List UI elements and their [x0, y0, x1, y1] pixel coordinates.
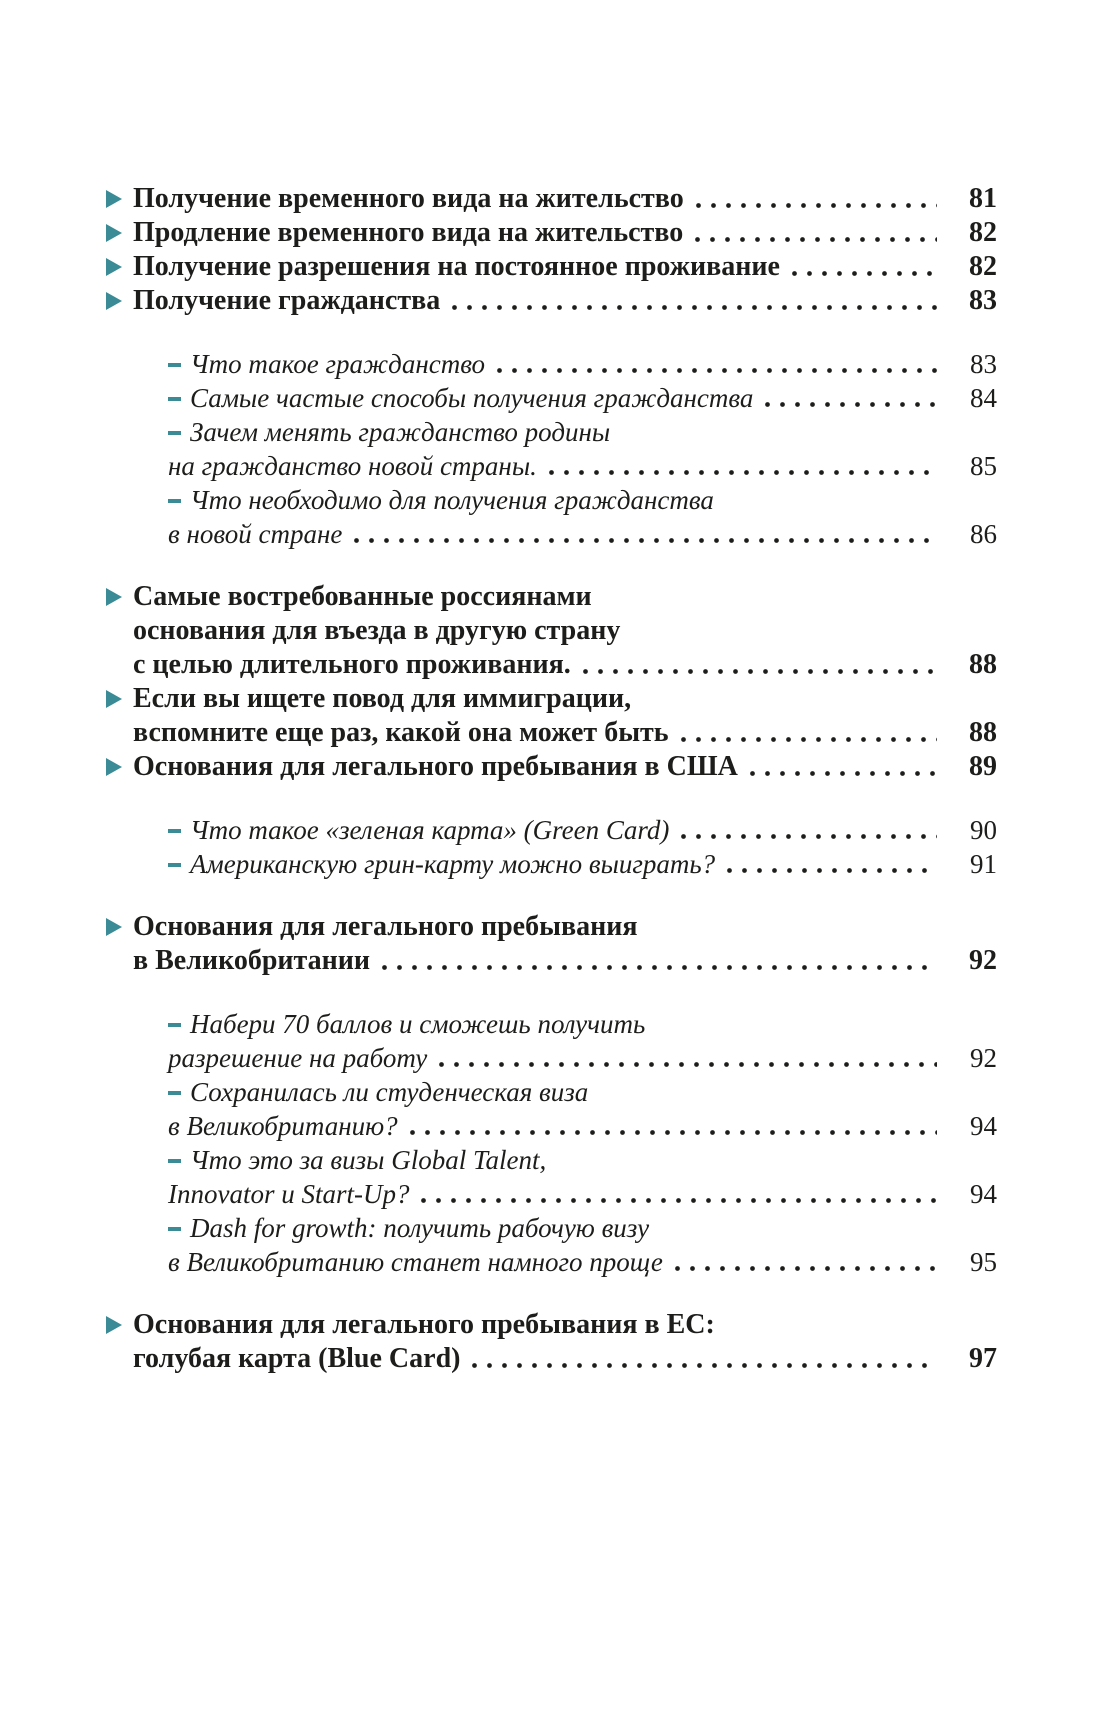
toc-entry-title: Dash for growth: получить рабочую визу	[190, 1213, 650, 1243]
dot-leader	[377, 944, 937, 978]
toc-entry-title: Получение гражданства	[133, 285, 441, 316]
toc-entry-title: Innovator и Start-Up?	[168, 1179, 410, 1209]
toc-entry	[106, 1211, 997, 1279]
page-number: 82	[969, 251, 997, 282]
dot-leader	[544, 449, 937, 483]
toc-entry-title: Получение временного вида на жительство	[133, 183, 684, 214]
dot-leader	[434, 1041, 937, 1075]
toc-line	[168, 847, 997, 881]
toc-entry	[106, 347, 997, 381]
dash-bullet-icon	[168, 1159, 181, 1163]
page-number: 83	[970, 349, 997, 379]
toc-entry-title: Основания для легального пребывания	[133, 911, 638, 942]
page-number: 88	[969, 649, 997, 680]
page-number: 91	[970, 849, 997, 879]
dot-leader	[787, 250, 937, 284]
dot-leader	[722, 847, 937, 881]
page-number: 97	[969, 1343, 997, 1374]
toc-entry	[106, 216, 997, 250]
page-number: 84	[970, 383, 997, 413]
toc-line	[168, 517, 997, 551]
toc-line	[133, 580, 997, 614]
page-number: 92	[969, 945, 997, 976]
table-of-contents	[106, 182, 997, 1376]
triangle-bullet-icon	[106, 588, 122, 606]
toc-entry-title: Получение разрешения на постоянное проживание	[133, 251, 780, 282]
page-number: 81	[969, 183, 997, 214]
page-number: 94	[970, 1111, 997, 1141]
page-number: 89	[969, 751, 997, 782]
dot-leader	[670, 1245, 937, 1279]
toc-entry	[106, 483, 997, 551]
toc-line	[133, 614, 997, 648]
toc-line	[133, 1308, 997, 1342]
toc-entry	[106, 682, 997, 750]
toc-entry-title: в новой стране	[168, 519, 343, 549]
triangle-bullet-icon	[106, 224, 122, 242]
toc-entry-title: Самые востребованные россиянами	[133, 581, 592, 612]
page-number: 83	[969, 285, 997, 316]
toc-line	[168, 449, 997, 483]
dot-leader	[447, 284, 937, 318]
toc-entry-title: Сохранилась ли студенческая виза	[190, 1077, 589, 1107]
toc-line	[168, 1211, 997, 1245]
toc-entry	[106, 750, 997, 784]
toc-entry	[106, 415, 997, 483]
toc-entry-title: на гражданство новой страны.	[168, 451, 537, 481]
dot-leader	[405, 1109, 937, 1143]
triangle-bullet-icon	[106, 918, 122, 936]
dash-bullet-icon	[168, 499, 181, 503]
toc-entry-title: Самые частые способы получения гражданства	[190, 383, 754, 413]
toc-line	[168, 483, 997, 517]
toc-entry-title: Американскую грин-карту можно выиграть?	[190, 849, 716, 879]
toc-line	[133, 682, 997, 716]
toc-line	[168, 1143, 997, 1177]
triangle-bullet-icon	[106, 758, 122, 776]
toc-entry	[106, 182, 997, 216]
triangle-bullet-icon	[106, 1316, 122, 1334]
toc-line	[133, 1342, 997, 1376]
dot-leader	[676, 813, 937, 847]
toc-entry-title: Что такое гражданство	[190, 349, 486, 379]
triangle-bullet-icon	[106, 190, 122, 208]
dash-bullet-icon	[168, 863, 181, 867]
toc-entry-title: Если вы ищете повод для иммиграции,	[133, 683, 632, 714]
dash-bullet-icon	[168, 1091, 181, 1095]
dot-leader	[691, 182, 937, 216]
toc-line	[168, 381, 997, 415]
toc-entry-title: вспомните еще раз, какой она может быть	[133, 717, 669, 748]
toc-entry-title: голубая карта (Blue Card)	[133, 1343, 461, 1374]
toc-line	[133, 716, 997, 750]
dot-leader	[349, 517, 937, 551]
toc-entry-title: разрешение на работу	[168, 1043, 428, 1073]
toc-entry	[106, 381, 997, 415]
dot-leader	[416, 1177, 937, 1211]
dot-leader	[578, 648, 937, 682]
page-number: 92	[970, 1043, 997, 1073]
toc-line	[168, 1007, 997, 1041]
toc-line	[133, 182, 997, 216]
dash-bullet-icon	[168, 1023, 181, 1027]
dot-leader	[492, 347, 937, 381]
toc-entry	[106, 1075, 997, 1143]
toc-entry-title: Что это за визы Global Talent,	[190, 1145, 547, 1175]
page-number: 82	[969, 217, 997, 248]
page-number: 94	[970, 1179, 997, 1209]
dot-leader	[467, 1342, 937, 1376]
toc-entry-title: основания для въезда в другую страну	[133, 615, 621, 646]
toc-entry-title: Основания для легального пребывания в ЕС:	[133, 1309, 715, 1340]
page-number: 95	[970, 1247, 997, 1277]
toc-entry	[106, 580, 997, 682]
toc-line	[168, 415, 997, 449]
toc-entry	[106, 910, 997, 978]
toc-entry	[106, 847, 997, 881]
dash-bullet-icon	[168, 829, 181, 833]
toc-entry	[106, 1143, 997, 1211]
toc-line	[133, 648, 997, 682]
toc-entry-title: Что такое «зеленая карта» (Green Card)	[190, 815, 670, 845]
page-number: 86	[970, 519, 997, 549]
toc-entry-title: в Великобританию?	[168, 1111, 398, 1141]
dot-leader	[690, 216, 937, 250]
triangle-bullet-icon	[106, 258, 122, 276]
toc-entry-title: с целью длительного проживания.	[133, 649, 571, 680]
page-number: 90	[970, 815, 997, 845]
toc-line	[168, 813, 997, 847]
page-number: 85	[970, 451, 997, 481]
dash-bullet-icon	[168, 363, 181, 367]
page-number: 88	[969, 717, 997, 748]
toc-line	[133, 910, 997, 944]
triangle-bullet-icon	[106, 292, 122, 310]
toc-line	[168, 347, 997, 381]
toc-line	[168, 1041, 997, 1075]
toc-entry-title: в Великобритании	[133, 945, 371, 976]
toc-entry	[106, 813, 997, 847]
dot-leader	[745, 750, 937, 784]
toc-line	[133, 284, 997, 318]
dash-bullet-icon	[168, 1227, 181, 1231]
toc-entry	[106, 1308, 997, 1376]
toc-line	[133, 944, 997, 978]
toc-line	[168, 1109, 997, 1143]
toc-line	[133, 250, 997, 284]
toc-entry-title: Набери 70 баллов и сможешь получить	[190, 1009, 646, 1039]
dash-bullet-icon	[168, 397, 181, 401]
toc-entry-title: в Великобританию станет намного проще	[168, 1247, 663, 1277]
toc-entry	[106, 1007, 997, 1075]
toc-entry	[106, 284, 997, 318]
toc-entry-title: Что необходимо для получения гражданства	[190, 485, 714, 515]
toc-entry	[106, 250, 997, 284]
dot-leader	[676, 716, 937, 750]
dot-leader	[760, 381, 937, 415]
toc-entry-title: Основания для легального пребывания в США	[133, 751, 738, 782]
dash-bullet-icon	[168, 431, 181, 435]
toc-line	[168, 1177, 997, 1211]
triangle-bullet-icon	[106, 690, 122, 708]
toc-line	[168, 1245, 997, 1279]
toc-line	[133, 750, 997, 784]
toc-line	[168, 1075, 997, 1109]
toc-entry-title: Продление временного вида на жительство	[133, 217, 684, 248]
toc-entry-title: Зачем менять гражданство родины	[190, 417, 611, 447]
toc-line	[133, 216, 997, 250]
